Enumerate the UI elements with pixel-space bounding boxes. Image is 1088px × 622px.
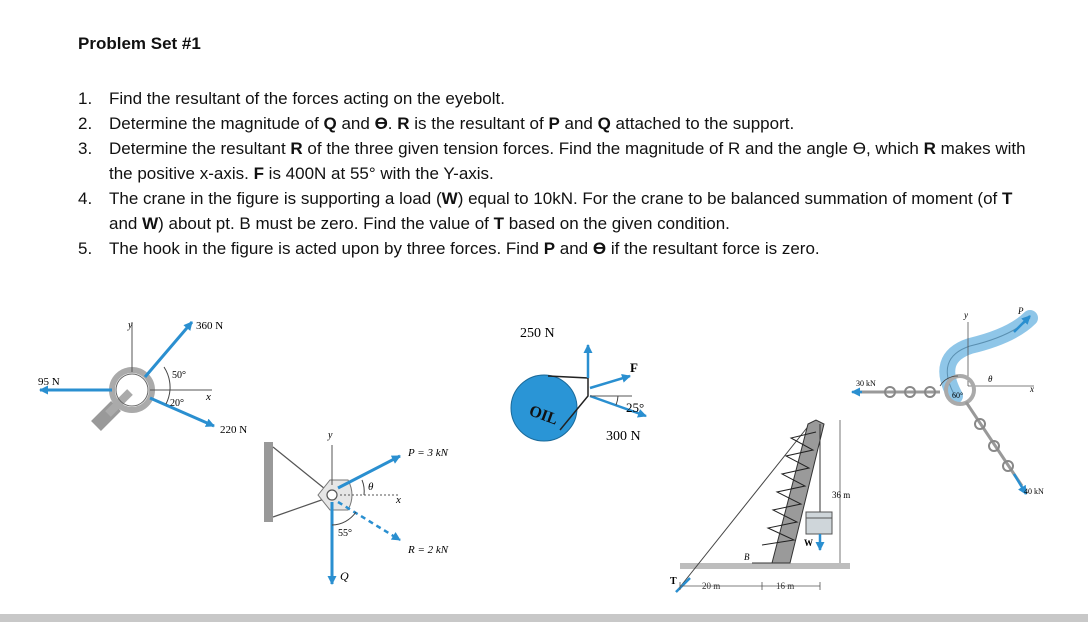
fig4-label-w: W: [804, 538, 813, 548]
fig3-force-250: 250 N: [520, 326, 555, 341]
text-run: Find the resultant of the forces acting on the eyebolt.: [109, 89, 505, 108]
fig1-angle-20: 20°: [170, 398, 184, 409]
fig4-label-b: B: [744, 552, 750, 562]
fig3-drum-label: OIL: [526, 402, 561, 429]
bold-term: P: [543, 239, 556, 258]
bold-term: Q: [323, 114, 337, 133]
text-run: makes with the positive x-axis.: [109, 139, 1026, 183]
bold-term: R: [397, 114, 410, 133]
fig3-angle-25: 25°: [626, 400, 645, 415]
fig3-force-f: F: [630, 360, 638, 375]
fig1-y-label: y: [128, 320, 133, 331]
bold-term: T: [493, 214, 504, 233]
bold-term: W: [142, 214, 159, 233]
fig4-label-t: T: [670, 576, 677, 587]
fig4-dist-16: 16 m: [776, 581, 795, 591]
fig2-force-q: Q: [340, 569, 349, 583]
text-run: The hook in the figure is acted upon by three forces. Find: [109, 239, 544, 258]
text-run: and: [109, 214, 143, 233]
text-run: of the three given tension forces. Find the magnitude of R and the angle ϴ, which: [302, 139, 924, 158]
page-title: Problem Set #1: [78, 34, 201, 53]
fig5-x-label: x: [1030, 384, 1034, 394]
fig1-angle-50: 50°: [172, 370, 186, 381]
bold-term: ϴ: [374, 114, 388, 133]
text-run: .: [387, 114, 398, 133]
fig5-y-label: y: [964, 310, 968, 320]
problem-number: 3.: [78, 139, 93, 158]
fig2-theta: θ: [368, 481, 374, 493]
problem-number: 4.: [78, 189, 93, 208]
text-run: Determine the resultant: [109, 139, 291, 158]
text-run: and: [336, 114, 375, 133]
fig2-force-r: R = 2 kN: [408, 544, 449, 556]
text-run: and: [555, 239, 593, 258]
fig1-force-220: 220 N: [220, 424, 248, 436]
fig4-height: 36 m: [832, 490, 851, 500]
text-run: if the resultant force is zero.: [606, 239, 820, 258]
text-run: attached to the support.: [610, 114, 795, 133]
problem-number: 2.: [78, 114, 93, 133]
figure-support: [264, 430, 449, 584]
window-bottom-bar: [0, 614, 1088, 622]
figure-oil-drum: [511, 326, 646, 444]
bold-term: W: [441, 189, 458, 208]
figure-crane: [670, 420, 850, 592]
text-run: The crane in the figure is supporting a load (: [109, 189, 442, 208]
bold-term: F: [253, 164, 264, 183]
fig2-y-label: y: [328, 430, 333, 441]
fig1-force-360: 360 N: [196, 320, 224, 332]
fig2-force-p: P = 3 kN: [408, 447, 448, 459]
fig2-angle-55: 55°: [338, 528, 352, 539]
fig1-force-95: 95 N: [38, 376, 60, 388]
text-run: ) about pt. B must be zero. Find the value of: [158, 214, 494, 233]
text-run: is the resultant of: [409, 114, 549, 133]
text-run: and: [559, 114, 598, 133]
fig5-force-40: 40 kN: [1024, 487, 1044, 496]
bold-term: R: [923, 139, 936, 158]
fig5-force-p: P: [1018, 306, 1024, 316]
figure-hook: [852, 306, 1044, 496]
fig5-force-30: 30 kN: [856, 379, 876, 388]
fig4-dist-20: 20 m: [702, 581, 721, 591]
bold-term: R: [290, 139, 303, 158]
fig2-x-label: x: [396, 494, 401, 506]
fig5-theta: θ: [988, 374, 993, 384]
text-run: is 400N at 55° with the Y-axis.: [263, 164, 494, 183]
fig1-x-label: x: [206, 391, 211, 403]
text-run: Determine the magnitude of: [109, 114, 324, 133]
problem-number: 1.: [78, 89, 93, 108]
problem-number: 5.: [78, 239, 93, 258]
text-run: based on the given condition.: [504, 214, 730, 233]
text-run: ) equal to 10kN. For the crane to be balanced summation of moment (of: [457, 189, 1002, 208]
fig5-angle-60: 60°: [952, 391, 964, 400]
bold-term: T: [1001, 189, 1013, 208]
fig3-force-300: 300 N: [606, 429, 641, 444]
figure-eyebolt: [38, 320, 247, 436]
bold-term: Q: [597, 114, 611, 133]
bold-term: ϴ: [592, 239, 607, 258]
bold-term: P: [548, 114, 560, 133]
